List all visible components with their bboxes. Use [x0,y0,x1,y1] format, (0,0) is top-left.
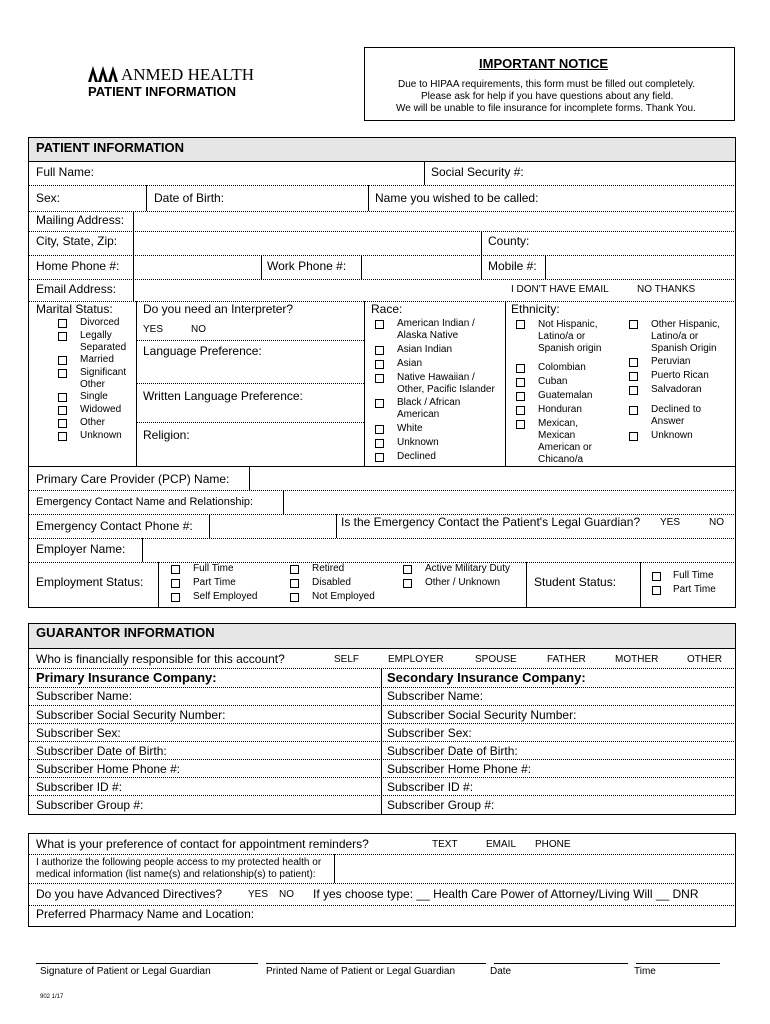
marital-other-checkbox[interactable] [58,419,67,428]
race-label: Race: [371,302,403,316]
marital-option: Single [80,391,108,402]
eth-not-hispanic-checkbox[interactable] [516,320,525,329]
ethnicity-option: Salvadoran [651,384,702,395]
primary-subscriber-sex: Subscriber Sex: [36,726,121,740]
primary-subscriber-phone: Subscriber Home Phone #: [36,762,181,776]
ethnicity-option: Spanish Origin [651,343,717,354]
secondary-subscriber-phone: Subscriber Home Phone #: [387,762,532,776]
employment-status-label: Employment Status: [36,575,144,589]
pharmacy-label: Preferred Pharmacy Name and Location: [36,907,255,921]
notice-line-1: Due to HIPAA requirements, this form must be filled out completely. [398,79,695,90]
no-email-option[interactable]: I DON'T HAVE EMAIL [511,284,609,295]
printed-name-label: Printed Name of Patient or Legal Guardian [266,966,455,977]
ethnicity-option: Guatemalan [538,390,593,401]
race-declined-checkbox[interactable] [375,453,384,462]
language-preference-label: Language Preference: [143,344,262,358]
email-label: Email Address: [36,282,117,296]
signature-patient-label: Signature of Patient or Legal Guardian [40,966,211,977]
primary-subscriber-ssn: Subscriber Social Security Number: [36,708,226,722]
widowed-checkbox[interactable] [58,406,67,415]
reminder-question: What is your preference of contact for appointment reminders? [36,837,369,851]
ethnicity-option: Unknown [651,430,693,441]
race-option: Other, Pacific Islander [397,384,495,395]
student-status-label: Student Status: [534,575,617,589]
employment-option: Active Military Duty [425,563,511,574]
responsible-mother-option[interactable]: MOTHER [615,654,659,665]
guarantor-section-title: GUARANTOR INFORMATION [36,625,215,640]
race-native-hawaiian-checkbox[interactable] [375,374,384,383]
student-option: Full Time [673,570,714,581]
sex-label: Sex: [36,191,61,205]
ethnicity-option: Colombian [538,362,586,373]
marital-option: Married [80,354,114,365]
primary-insurance-title: Primary Insurance Company: [36,670,217,685]
ethnicity-option: American or [538,442,592,453]
race-option: Alaska Native [397,330,459,341]
ssn-label: Social Security #: [431,165,524,179]
ethnicity-option: Cuban [538,376,568,387]
ethnicity-option: Mexican, [538,418,579,429]
employment-option: Retired [312,563,345,574]
notice-title: IMPORTANT NOTICE [479,56,609,71]
married-checkbox[interactable] [58,356,67,365]
emp-other-checkbox[interactable] [403,579,412,588]
no-thanks-option[interactable]: NO THANKS [637,284,696,295]
eth-colombian-checkbox[interactable] [516,364,525,373]
race-asian-indian-checkbox[interactable] [375,346,384,355]
full-name-label: Full Name: [36,165,95,179]
employment-option: Other / Unknown [425,577,501,588]
responsible-father-option[interactable]: FATHER [547,654,586,665]
emp-disabled-checkbox[interactable] [290,579,299,588]
eth-honduran-checkbox[interactable] [516,406,525,415]
primary-subscriber-name: Subscriber Name: [36,689,133,703]
employer-name-label: Employer Name: [36,542,126,556]
race-option: American [397,409,440,420]
primary-subscriber-id: Subscriber ID #: [36,780,123,794]
emp-military-checkbox[interactable] [403,565,412,574]
marital-option: Widowed [80,404,122,415]
race-black-checkbox[interactable] [375,399,384,408]
race-unknown-checkbox[interactable] [375,439,384,448]
logo-text: ANMED HEALTH [121,65,255,84]
marital-status-label: Marital Status: [36,302,113,316]
ethnicity-option: Mexican [538,430,576,441]
emp-part-time-checkbox[interactable] [171,579,180,588]
marital-option: Other [80,417,106,428]
employment-option: Self Employed [193,591,258,602]
mobile-label: Mobile #: [488,259,537,273]
ethnicity-option: Other Hispanic, [651,319,720,330]
race-option: American Indian / [397,318,475,329]
student-full-time-checkbox[interactable] [652,572,661,581]
religion-label: Religion: [143,428,190,442]
employment-option: Part Time [193,577,236,588]
single-checkbox[interactable] [58,393,67,402]
preferred-name-label: Name you wished to be called: [375,191,539,205]
race-asian-checkbox[interactable] [375,360,384,369]
guardian-yes-option[interactable]: YES [660,517,681,528]
ethnicity-option: Puerto Rican [651,370,709,381]
eth-salvadoran-checkbox[interactable] [629,386,638,395]
race-option: Asian Indian [397,344,453,355]
race-option: Native Hawaiian / [397,372,475,383]
ethnicity-option: Honduran [538,404,582,415]
form-title: PATIENT INFORMATION [88,84,237,99]
city-state-zip-label: City, State, Zip: [36,234,118,248]
primary-subscriber-group: Subscriber Group #: [36,798,144,812]
interpreter-no-option[interactable]: NO [191,324,206,335]
work-phone-label: Work Phone #: [267,259,347,273]
emergency-phone-label: Emergency Contact Phone #: [36,519,193,533]
ethnicity-option: Latino/a or [651,331,699,342]
ethnicity-option: Declined to [651,404,702,415]
written-language-label: Written Language Preference: [143,389,303,403]
anmed-logo-mark-icon [88,66,120,82]
ethnicity-option: Spanish origin [538,343,602,354]
secondary-subscriber-id: Subscriber ID #: [387,780,474,794]
eth-mexican-checkbox[interactable] [516,420,525,429]
signature-date-label: Date [490,966,512,977]
marital-option: Other [80,379,106,390]
eth-cuban-checkbox[interactable] [516,378,525,387]
secondary-insurance-title: Secondary Insurance Company: [387,670,586,685]
student-option: Part Time [673,584,716,595]
ethnicity-option: Latino/a or [538,331,586,342]
responsible-spouse-option[interactable]: SPOUSE [475,654,517,665]
notice-line-2: Please ask for help if you have questions about any field. [421,91,674,102]
employment-option: Disabled [312,577,351,588]
directives-no-option[interactable]: NO [279,889,294,900]
emp-full-time-checkbox[interactable] [171,565,180,574]
guardian-question: Is the Emergency Contact the Patient's Legal Guardian? [341,515,641,529]
secondary-subscriber-sex: Subscriber Sex: [387,726,472,740]
emp-retired-checkbox[interactable] [290,565,299,574]
emp-not-employed-checkbox[interactable] [290,593,299,602]
race-option: Black / African [397,397,461,408]
patient-section-title: PATIENT INFORMATION [36,140,185,155]
divorced-checkbox[interactable] [58,319,67,328]
ethnicity-option: Peruvian [651,356,691,367]
emergency-name-label: Emergency Contact Name and Relationship: [36,496,254,508]
significant-other-checkbox[interactable] [58,369,67,378]
pcp-label: Primary Care Provider (PCP) Name: [36,472,230,486]
county-label: County: [488,234,530,248]
race-option: Declined [397,451,436,462]
advanced-directives-question: Do you have Advanced Directives? [36,887,223,901]
ethnicity-label: Ethnicity: [511,302,560,316]
marital-option: Legally [80,330,112,341]
home-phone-label: Home Phone #: [36,259,120,273]
ethnicity-option: Not Hispanic, [538,319,598,330]
form-code: 902 1/17 [40,994,64,1000]
authorize-line-2: medical information (list name(s) and relationship(s) to patient): [36,869,316,880]
reminder-email-option[interactable]: EMAIL [486,839,517,850]
responsible-other-option[interactable]: OTHER [687,654,722,665]
directive-type-options: If yes choose type: __ Health Care Power of Attorney/Living Will __ DNR [313,887,699,901]
secondary-subscriber-name: Subscriber Name: [387,689,484,703]
eth-other-hispanic-checkbox[interactable] [629,320,638,329]
eth-declined-checkbox[interactable] [629,406,638,415]
secondary-subscriber-dob: Subscriber Date of Birth: [387,744,518,758]
responsible-employer-option[interactable]: EMPLOYER [388,654,444,665]
authorize-line-1: I authorize the following people access to my protected health or [36,857,322,868]
race-option: Asian [397,358,423,369]
race-option: Unknown [397,437,439,448]
employment-option: Not Employed [312,591,375,602]
marital-option: Significant [80,367,127,378]
eth-guatemalan-checkbox[interactable] [516,392,525,401]
directives-yes-option[interactable]: YES [248,889,269,900]
secondary-subscriber-ssn: Subscriber Social Security Number: [387,708,577,722]
race-american-indian-checkbox[interactable] [375,320,384,329]
employment-option: Full Time [193,563,234,574]
responsible-self-option[interactable]: SELF [334,654,360,665]
signature-time-label: Time [634,966,656,977]
dob-label: Date of Birth: [154,191,225,205]
responsible-question: Who is financially responsible for this account? [36,652,285,666]
eth-peruvian-checkbox[interactable] [629,358,638,367]
interpreter-question: Do you need an Interpreter? [143,302,294,316]
notice-line-3: We will be unable to file insurance for incomplete forms. Thank You. [396,103,696,114]
guardian-no-option[interactable]: NO [709,517,724,528]
mailing-address-label: Mailing Address: [36,213,125,227]
marital-option: Separated [80,342,127,353]
eth-puerto-rican-checkbox[interactable] [629,372,638,381]
emp-self-employed-checkbox[interactable] [171,593,180,602]
reminder-phone-option[interactable]: PHONE [535,839,571,850]
anmed-logo [88,64,268,84]
marital-option: Unknown [80,430,122,441]
ethnicity-option: Answer [651,416,685,427]
marital-unknown-checkbox[interactable] [58,432,67,441]
interpreter-yes-option[interactable]: YES [143,324,164,335]
ethnicity-option: Chicano/a [538,454,584,465]
primary-subscriber-dob: Subscriber Date of Birth: [36,744,167,758]
race-white-checkbox[interactable] [375,425,384,434]
eth-unknown-checkbox[interactable] [629,432,638,441]
secondary-subscriber-group: Subscriber Group #: [387,798,495,812]
marital-option: Divorced [80,317,120,328]
reminder-text-option[interactable]: TEXT [432,839,458,850]
race-option: White [397,423,423,434]
student-part-time-checkbox[interactable] [652,586,661,595]
legally-separated-checkbox[interactable] [58,332,67,341]
